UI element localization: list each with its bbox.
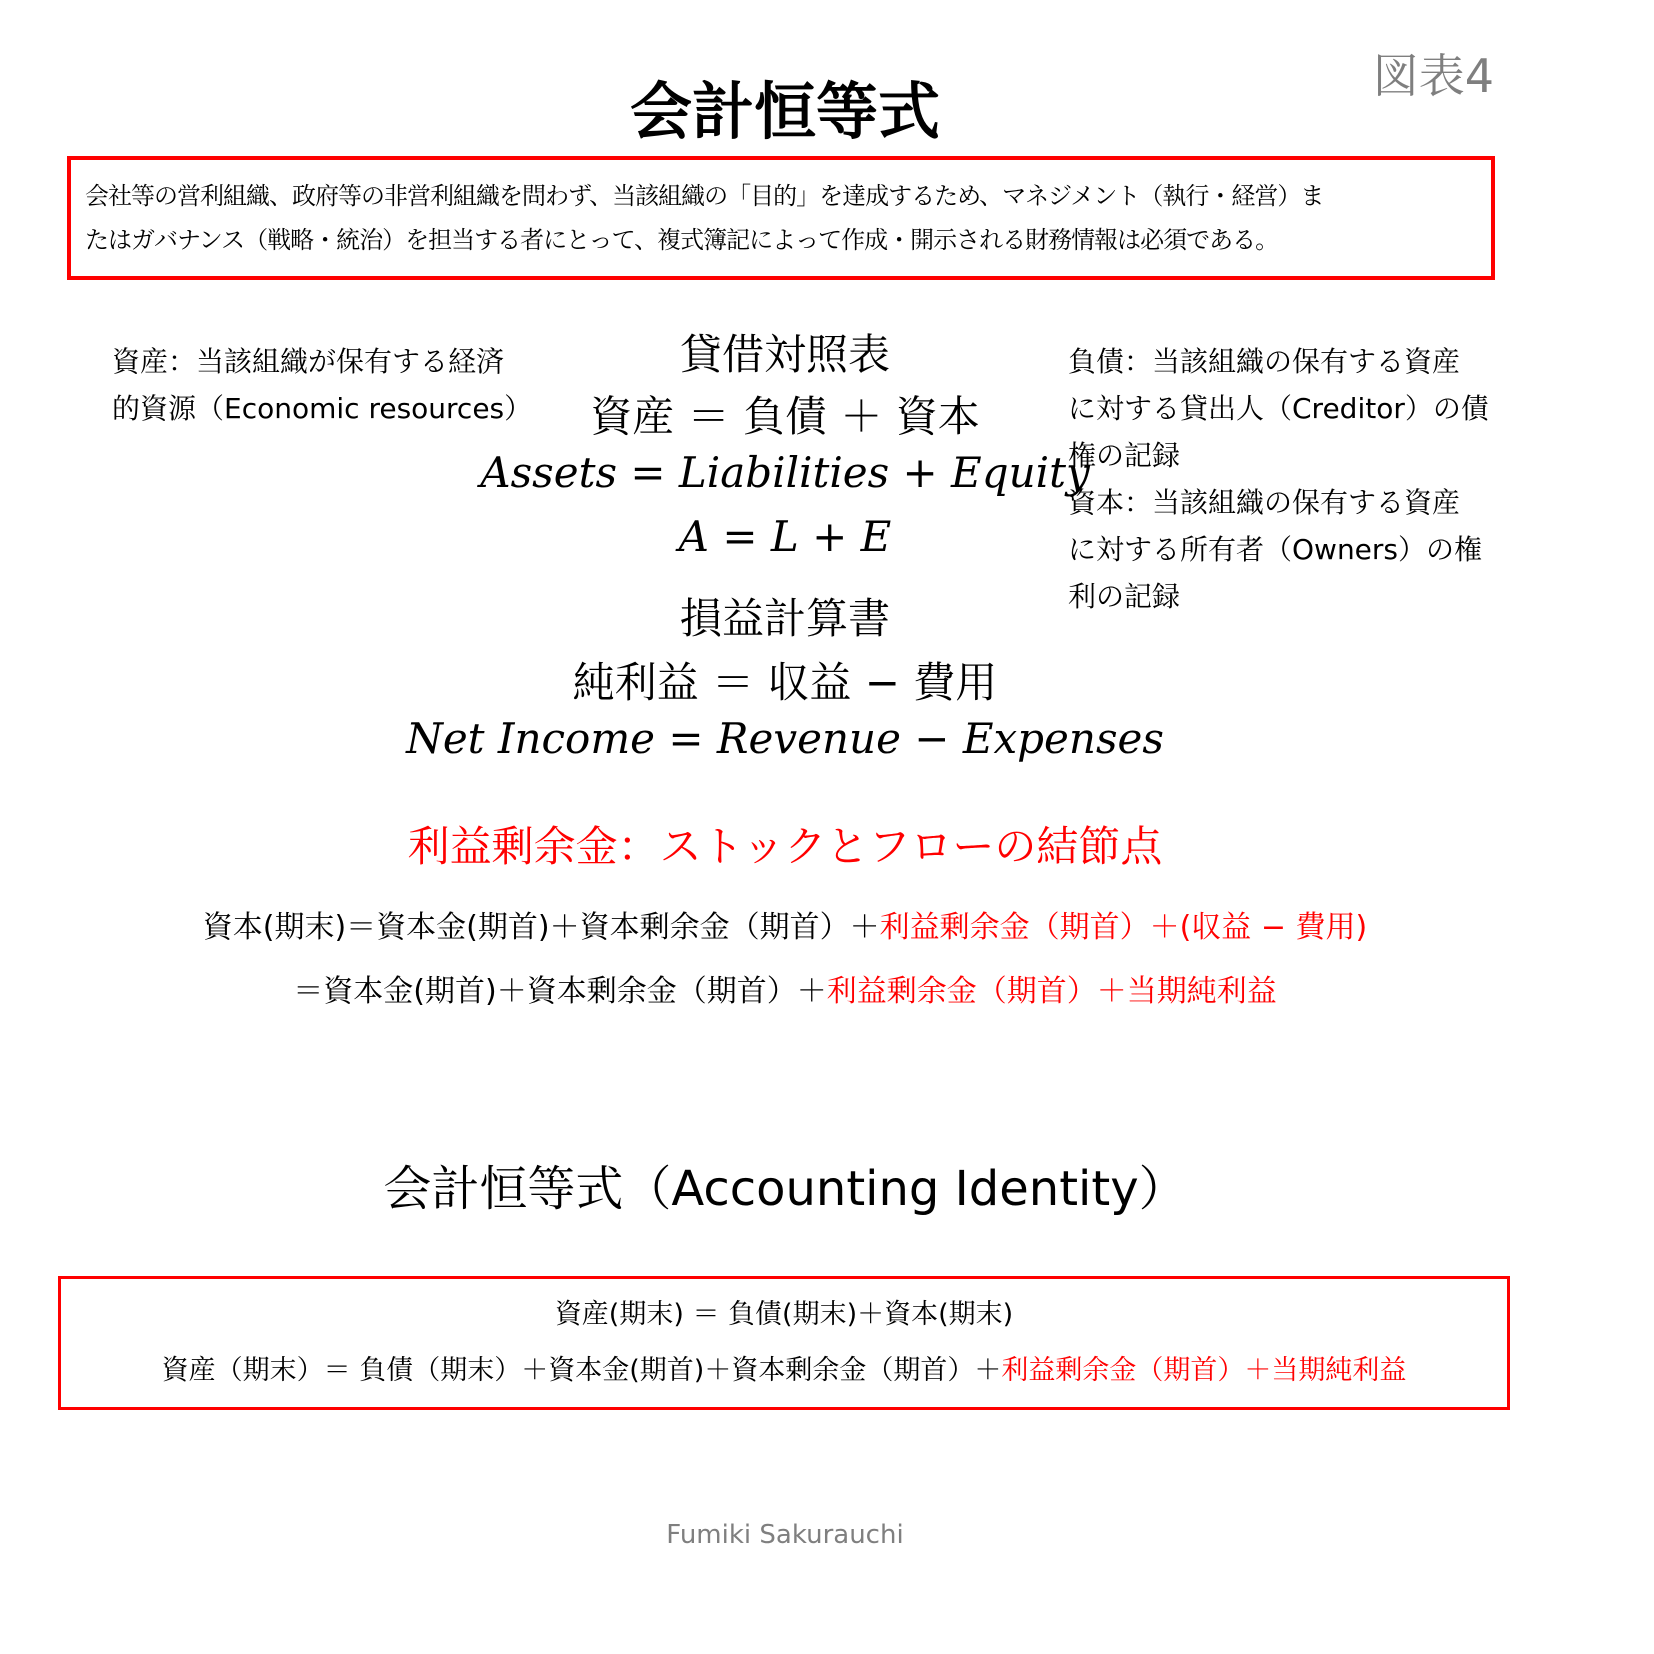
identity-line-2 [61, 1343, 1507, 1399]
note-line: 資本：当該組織の保有する資産 [1068, 486, 1461, 519]
page-title: 会計恒等式 [629, 75, 940, 148]
intro-line-2: たはガバナンス（戦略・統治）を担当する者にとって、複式簿記によって作成・開示される財務情報は必須である。 [85, 226, 1279, 254]
identity-box [58, 1276, 1510, 1410]
identity-line-1: 資産(期末) ＝ 負債(期末)＋資本(期末) [554, 1299, 1014, 1330]
income-statement-eq-en: Net Income = Revenue − Expenses [406, 714, 1164, 763]
note-line: 負債：当該組織の保有する資産 [1068, 345, 1461, 378]
equation-red-part: 利益剰余金（期首）＋当期純利益 [1001, 1355, 1407, 1386]
note-line: に対する所有者（Owners）の権 [1068, 533, 1483, 566]
note-line: 利の記録 [1068, 580, 1181, 613]
income-statement-heading: 損益計算書 [679, 594, 890, 643]
assets-note-line: 資産：当該組織が保有する経済 [112, 345, 505, 378]
retained-earnings-heading: 利益剰余金：ストックとフローの結節点 [407, 822, 1163, 871]
equation-black-part: ＝資本金(期首)＋資本剰余金（期首）＋ [293, 974, 827, 1009]
income-statement-eq-jp: 純利益 ＝ 収益 − 費用 [572, 658, 998, 707]
assets-note-line: 的資源（Economic resources） [112, 392, 533, 425]
equity-equation-line-1 [40, 902, 1530, 946]
balance-sheet-eq-en: Assets = Liabilities + Equity [480, 448, 1090, 497]
balance-sheet-heading: 貸借対照表 [679, 330, 890, 379]
intro-line-1: 会社等の営利組織、政府等の非営利組織を問わず、当該組織の「目的」を達成するため、マネジメント（執行・経営）ま [85, 182, 1324, 210]
author-footer: Fumiki Sakurauchi [666, 1520, 904, 1550]
equation-red-part: 利益剰余金（期首）＋当期純利益 [826, 974, 1277, 1009]
equation-red-part: 利益剰余金（期首）＋(収益 − 費用) [879, 910, 1368, 945]
intro-box [67, 156, 1495, 280]
liabilities-equity-note [1068, 338, 1528, 620]
balance-sheet-eq-abbr: A = L + E [678, 512, 892, 561]
identity-title: 会計恒等式（Accounting Identity） [383, 1161, 1187, 1217]
equation-black-part: 資産（期末）＝ 負債（期末）＋資本金(期首)＋資本剰余金（期首）＋ [161, 1355, 1002, 1386]
note-line: に対する貸出人（Creditor）の債 [1068, 392, 1489, 425]
note-line: 権の記録 [1068, 439, 1181, 472]
equity-equation-line-2 [40, 966, 1530, 1010]
equation-black-part: 資本(期末)＝資本金(期首)＋資本剰余金（期首）＋ [202, 910, 880, 945]
balance-sheet-eq-jp: 資産 ＝ 負債 ＋ 資本 [590, 392, 980, 441]
figure-label: 図表4 [1372, 49, 1494, 103]
